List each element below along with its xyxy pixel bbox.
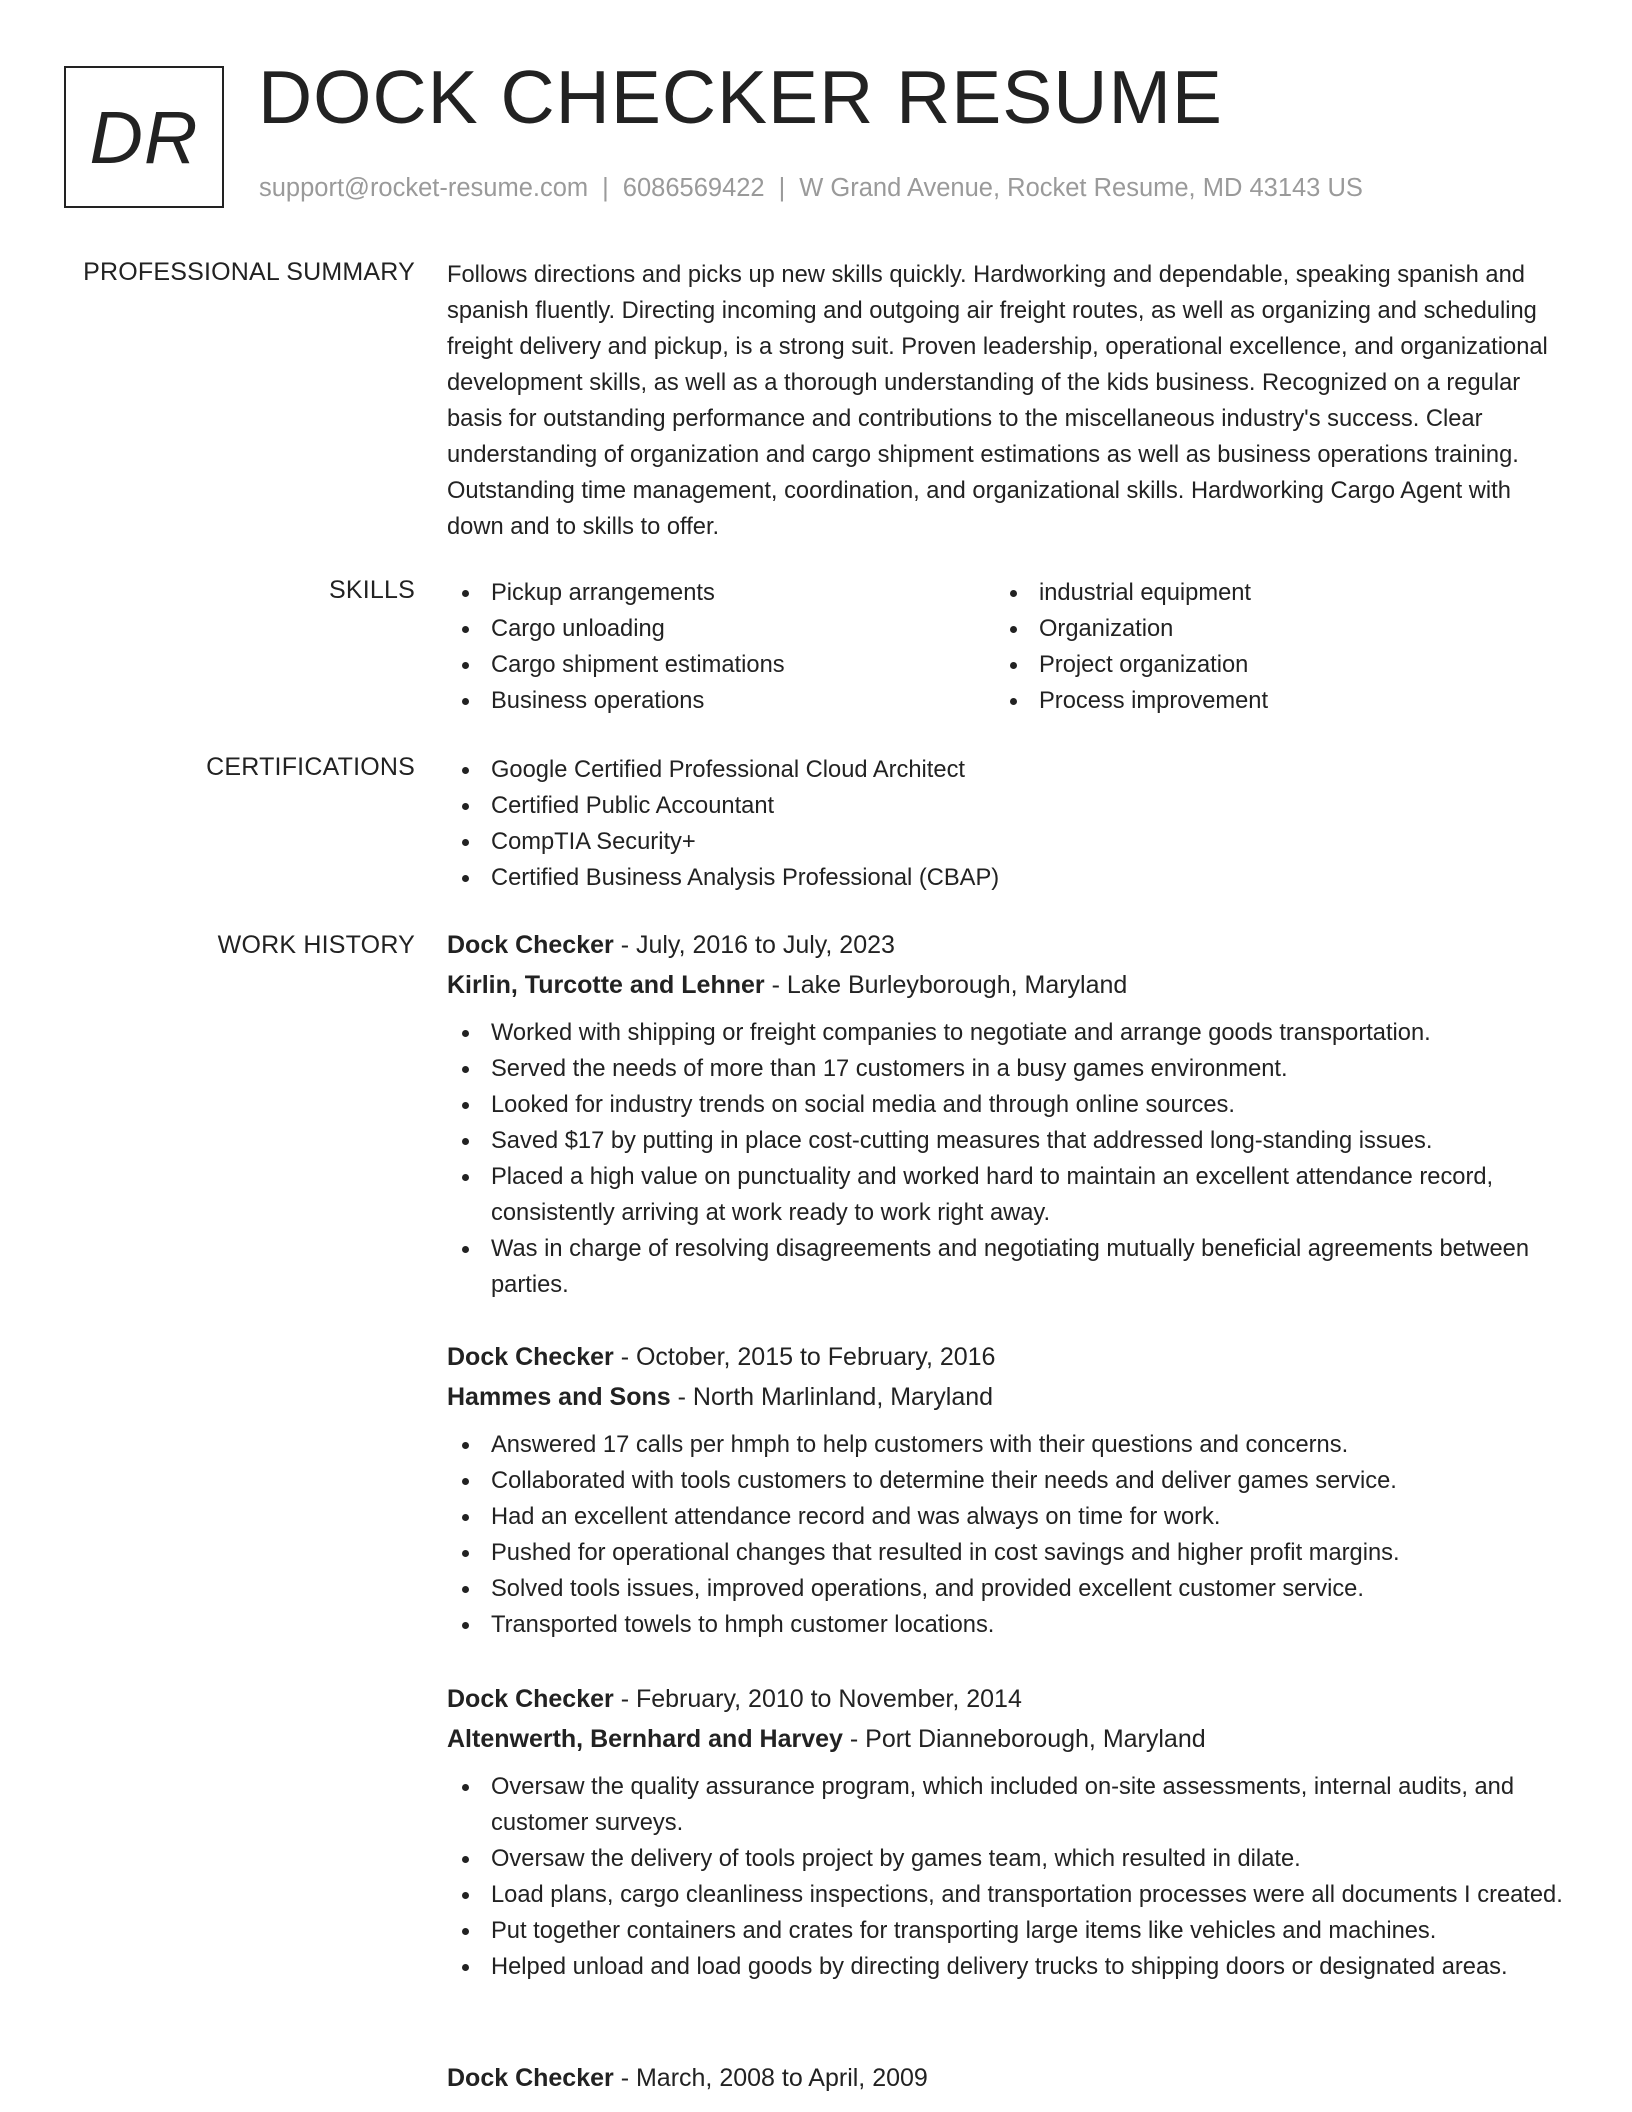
job-entry xyxy=(447,1679,1567,1985)
skill-item: Organization xyxy=(995,611,1543,647)
certification-item: Google Certified Professional Cloud Architect xyxy=(447,752,1567,788)
skills-heading: SKILLS xyxy=(329,576,415,604)
job-company: Altenwerth, Bernhard and Harvey xyxy=(447,1725,843,1753)
skills-section xyxy=(447,575,1567,719)
monogram-box xyxy=(64,66,224,208)
job-bullet: Saved $17 by putting in place cost-cutting measures that addressed long-standing issues. xyxy=(447,1123,1567,1159)
contact-email: support@rocket-resume.com xyxy=(259,174,589,202)
job-bullet: Was in charge of resolving disagreements and negotiating mutually beneficial agreements between parties. xyxy=(447,1231,1567,1303)
job-bullet: Load plans, cargo cleanliness inspections, and transportation processes were all documents I created. xyxy=(447,1877,1567,1913)
job-bullet: Transported towels to hmph customer locations. xyxy=(447,1607,1567,1643)
certification-item: Certified Business Analysis Professional (CBAP) xyxy=(447,860,1567,896)
summary-text: Follows directions and picks up new skills quickly. Hardworking and dependable, speaking spanish and spanish fluently. Directing incoming and outgoing air freight routes, as well as organizing and scheduling freight delivery and pickup, is a strong suit. Proven leadership, operational excellence, and organizational development skills, as well as a thorough understanding of the kids business. Recognized on a regular basis for outstanding performance and contributions to the miscellaneous industry's success. Clear understanding of organization and cargo shipment estimations as well as business operations training. Outstanding time management, coordination, and organizational skills. Hardworking Cargo Agent with down and to skills to offer. xyxy=(447,262,1548,540)
job-title: Dock Checker xyxy=(447,931,614,959)
job-bullet: Served the needs of more than 17 customers in a busy games environment. xyxy=(447,1051,1567,1087)
job-title: Dock Checker xyxy=(447,2064,614,2092)
job-location: - Lake Burleyborough, Maryland xyxy=(764,971,1128,999)
job-dates: - October, 2015 to February, 2016 xyxy=(613,1343,996,1371)
job-bullet: Placed a high value on punctuality and worked hard to maintain an excellent attendance record, consistently arriving at work ready to work right away. xyxy=(447,1159,1567,1231)
job-bullet: Put together containers and crates for transporting large items like vehicles and machines. xyxy=(447,1913,1567,1949)
resume-title: DOCK CHECKER RESUME xyxy=(258,55,1223,139)
summary-section xyxy=(447,257,1567,545)
job-location: - North Marlinland, Maryland xyxy=(670,1383,994,1411)
certifications-heading: CERTIFICATIONS xyxy=(206,753,415,781)
job-bullet: Collaborated with tools customers to determine their needs and deliver games service. xyxy=(447,1463,1567,1499)
job-bullets xyxy=(447,1427,1567,1643)
job-dates: - February, 2010 to November, 2014 xyxy=(613,1685,1022,1713)
contact-separator: | xyxy=(602,174,609,202)
skill-item: Project organization xyxy=(995,647,1543,683)
job-company-line xyxy=(447,965,1567,1005)
job-bullet: Solved tools issues, improved operations, and provided excellent customer service. xyxy=(447,1571,1567,1607)
skill-item: Process improvement xyxy=(995,683,1543,719)
summary-heading: PROFESSIONAL SUMMARY xyxy=(83,258,415,286)
job-title-line xyxy=(447,1679,1567,1719)
job-bullet: Looked for industry trends on social media and through online sources. xyxy=(447,1087,1567,1123)
skill-item: Cargo unloading xyxy=(447,611,995,647)
contact-phone: 6086569422 xyxy=(622,174,765,202)
job-title-line xyxy=(447,2058,1567,2098)
skills-list-left xyxy=(447,575,995,719)
skill-item: Business operations xyxy=(447,683,995,719)
job-bullet: Pushed for operational changes that resulted in cost savings and higher profit margins. xyxy=(447,1535,1567,1571)
job-title: Dock Checker xyxy=(447,1685,614,1713)
contact-line xyxy=(259,174,1363,203)
job-entry xyxy=(447,925,1567,1303)
job-bullet: Oversaw the delivery of tools project by games team, which resulted in dilate. xyxy=(447,1841,1567,1877)
monogram-initials: DR xyxy=(89,95,199,179)
job-bullet: Helped unload and load goods by directing delivery trucks to shipping doors or designated areas. xyxy=(447,1949,1567,1985)
job-location: - Port Dianneborough, Maryland xyxy=(842,1725,1206,1753)
job-company: Hammes and Sons xyxy=(447,1383,671,1411)
job-company-line xyxy=(447,1719,1567,1759)
skill-item: Cargo shipment estimations xyxy=(447,647,995,683)
certifications-list xyxy=(447,752,1567,896)
job-company-line xyxy=(447,1377,1567,1417)
job-entry xyxy=(447,1337,1567,1643)
job-bullets xyxy=(447,1769,1567,1985)
certification-item: Certified Public Accountant xyxy=(447,788,1567,824)
job-bullet: Oversaw the quality assurance program, which included on-site assessments, internal audits, and customer surveys. xyxy=(447,1769,1567,1841)
work-history-heading: WORK HISTORY xyxy=(217,931,415,959)
job-bullets xyxy=(447,1015,1567,1303)
job-bullet: Worked with shipping or freight companies to negotiate and arrange goods transportation. xyxy=(447,1015,1567,1051)
certifications-section xyxy=(447,752,1567,896)
job-entry xyxy=(447,2058,1567,2098)
skills-list-right xyxy=(995,575,1543,719)
job-company: Kirlin, Turcotte and Lehner xyxy=(447,971,765,999)
job-bullet: Answered 17 calls per hmph to help customers with their questions and concerns. xyxy=(447,1427,1567,1463)
contact-address: W Grand Avenue, Rocket Resume, MD 43143 US xyxy=(799,174,1363,202)
job-title-line xyxy=(447,925,1567,965)
job-dates: - July, 2016 to July, 2023 xyxy=(613,931,895,959)
contact-separator: | xyxy=(778,174,786,202)
job-dates: - March, 2008 to April, 2009 xyxy=(613,2064,928,2092)
skill-item: Pickup arrangements xyxy=(447,575,995,611)
job-title-line xyxy=(447,1337,1567,1377)
job-title: Dock Checker xyxy=(447,1343,614,1371)
skill-item: industrial equipment xyxy=(995,575,1543,611)
certification-item: CompTIA Security+ xyxy=(447,824,1567,860)
job-bullet: Had an excellent attendance record and was always on time for work. xyxy=(447,1499,1567,1535)
